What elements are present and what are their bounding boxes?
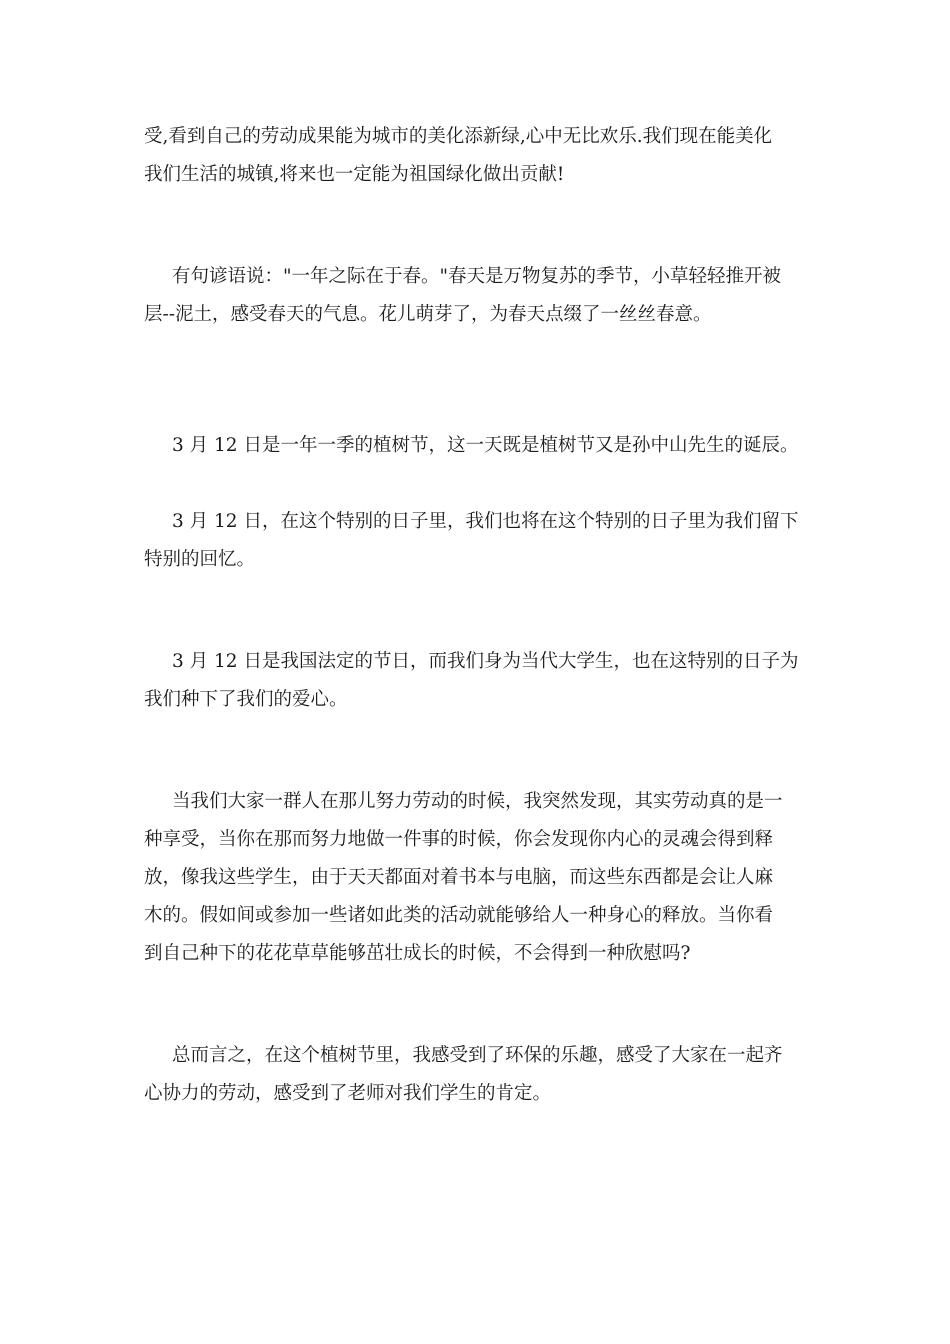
text-line: 心协力的劳动，感受到了老师对我们学生的肯定。 [144,1083,552,1104]
text-line: 木的。假如间或参加一些诸如此类的活动就能够给人一种身心的释放。当你看 [144,905,774,926]
text-line: 特别的回忆。 [144,549,256,570]
text-line: 种享受，当你在那而努力地做一件事的时候，你会发现你内心的灵魂会得到释 [144,829,774,850]
text-line: 3 月 12 日是我国法定的节日，而我们身为当代大学生，也在这特别的日子为 [172,651,799,672]
paragraph-6 [144,783,814,973]
text-line: 3 月 12 日，在这个特别的日子里，我们也将在这个特别的日子里为我们留下 [172,511,799,532]
paragraph-3 [144,427,814,465]
text-line: 我们生活的城镇,将来也一定能为祖国绿化做出贡献! [144,164,565,185]
text-line: 层--泥土，感受春天的气息。花儿萌芽了，为春天点缀了一丝丝春意。 [144,304,712,325]
paragraph-7 [144,1037,814,1113]
text-line: 总而言之，在这个植树节里，我感受到了环保的乐趣，感受了大家在一起齐 [172,1045,783,1066]
paragraph-4 [144,503,814,579]
paragraph-5 [144,643,814,719]
text-line: 到自己种下的花花草草能够茁壮成长的时候，不会得到一种欣慰吗? [144,943,691,964]
text-line: 我们种下了我们的爱心。 [144,689,348,710]
text-line: 3 月 12 日是一年一季的植树节，这一天既是植树节又是孙中山先生的诞辰。 [172,435,799,456]
paragraph-2 [144,258,814,334]
paragraph-1 [144,118,814,194]
text-line: 受,看到自己的劳动成果能为城市的美化添新绿,心中无比欢乐.我们现在能美化 [144,126,773,147]
text-line: 有句谚语说："一年之际在于春。"春天是万物复苏的季节，小草轻轻推开被 [172,266,782,287]
text-line: 当我们大家一群人在那儿努力劳动的时候，我突然发现，其实劳动真的是一 [172,791,783,812]
text-line: 放，像我这些学生，由于天天都面对着书本与电脑，而这些东西都是会让人麻 [144,867,774,888]
